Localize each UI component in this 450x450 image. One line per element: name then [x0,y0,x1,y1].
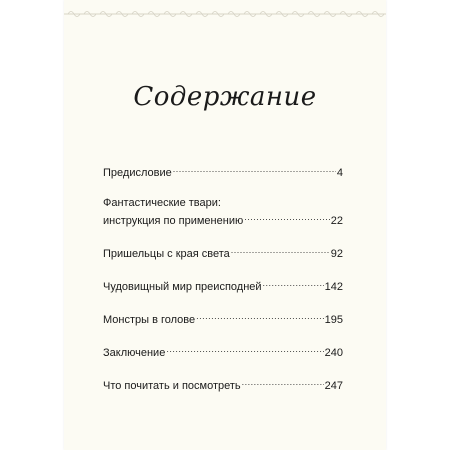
toc-entry-further-reading [103,375,343,393]
toc-entry-label: Предисловие [103,167,172,179]
toc-dot-leader [242,375,324,389]
toc-dot-leader [196,309,323,323]
toc-dot-leader [166,342,323,356]
page-title: Содержание [133,82,317,112]
toc-entry-page: 142 [324,281,343,293]
toc-dot-leader [231,243,330,257]
toc-entry-preface [103,162,343,180]
toc-entry-conclusion [103,342,343,360]
table-of-contents [103,162,343,393]
toc-entry-label: Что почитать и посмотреть [103,380,241,392]
toc-entry-aliens [103,243,343,261]
toc-entry-page: 195 [324,314,343,326]
toc-entry-page: 240 [324,347,343,359]
toc-entry-page: 4 [336,167,343,179]
toc-entry-page: 247 [324,380,343,392]
toc-entry-label: Монстры в голове [103,314,196,326]
toc-entry-underworld [103,276,343,294]
toc-entry-page: 92 [330,248,343,260]
toc-entry-monsters-in-head [103,309,343,327]
toc-entry-label-first-line: Фантастические твари: [103,197,221,209]
toc-dot-leader [244,210,330,224]
toc-entry-label: инструкция по применению [103,215,244,227]
toc-entry-page: 22 [330,215,343,227]
toc-dot-leader [263,276,324,290]
book-page [64,0,386,450]
toc-dot-leader [173,162,336,176]
toc-entry-label: Пришельцы с края света [103,248,230,260]
toc-entry-label: Чудовищный мир преисподней [103,281,262,293]
decorative-ornament-border [64,8,386,20]
toc-entry-fantastic-beasts [103,196,343,228]
toc-entry-label: Заключение [103,347,166,359]
